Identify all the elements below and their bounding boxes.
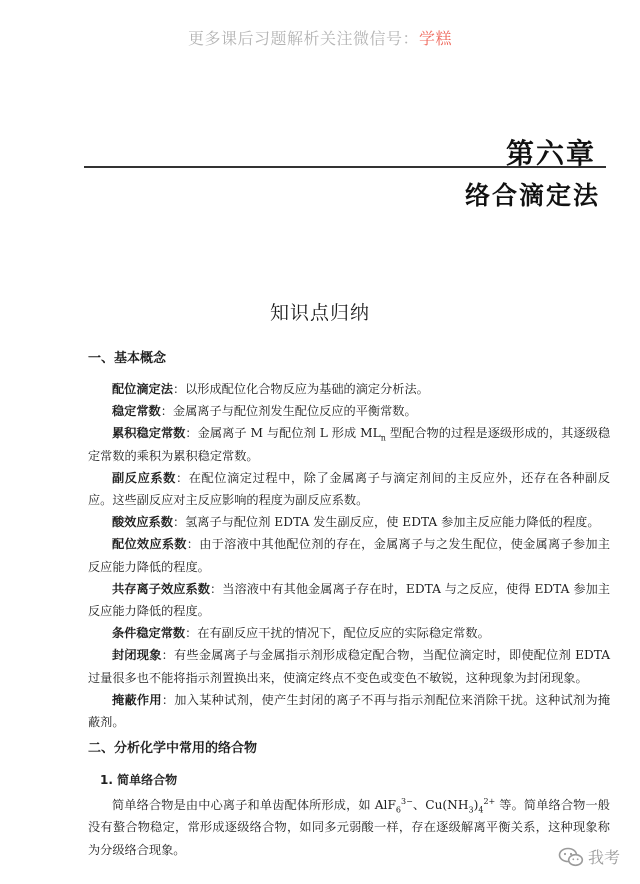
para-text: 简单络合物是由中心离子和单齿配体所形成，如 AlF bbox=[112, 798, 396, 813]
banner-text: 更多课后习题解析关注微信号： bbox=[187, 29, 419, 48]
chapter-title: 络合滴定法 bbox=[464, 181, 600, 210]
definition-paragraph bbox=[88, 622, 610, 644]
chapter-divider bbox=[84, 166, 606, 168]
chapter-number: 第六章 bbox=[505, 137, 596, 170]
definition-term: 酸效应系数 bbox=[112, 515, 173, 530]
watermark-text: 我考 bbox=[587, 848, 620, 867]
definition-paragraph bbox=[88, 422, 610, 466]
part2-heading: 二、分析化学中常用的络合物 bbox=[88, 741, 258, 757]
para-text: 、Cu(NH bbox=[412, 798, 469, 813]
definition-text: ：加入某种试剂，使产生封闭的离子不再与指示剂配位来消除干扰。这种试剂为掩蔽剂。 bbox=[88, 692, 611, 730]
definition-text: ：在有副反应干扰的情况下，配位反应的实际稳定常数。 bbox=[185, 626, 490, 641]
wechat-watermark bbox=[558, 845, 620, 868]
para-text: ) bbox=[473, 798, 479, 813]
definition-text: ：有些金属离子与金属指示剂形成稳定配合物，当配位滴定时，即使配位剂 EDTA 过量很多也不能将指示剂置换出来，使滴定终点不变色或变色不敏锐，这种现象为封闭现象。 bbox=[88, 648, 610, 685]
section-title: 知识点归纳 bbox=[269, 302, 370, 324]
subscript: 6 bbox=[395, 805, 401, 815]
definition-text: ：由于溶液中其他配位剂的存在，金属离子与之发生配位，使金属离子参加主反应能力降低的程度。 bbox=[88, 537, 611, 574]
definition-paragraph bbox=[88, 467, 610, 511]
definition-term: 累积稳定常数 bbox=[112, 426, 186, 441]
definition-text-cont: 型配合物的过程是逐级形成的，其逐级稳定常数的乘积为累积稳定常数。 bbox=[88, 426, 611, 463]
definition-paragraph bbox=[88, 378, 610, 400]
subscript: 3 bbox=[468, 805, 474, 815]
definition-paragraph bbox=[88, 400, 610, 422]
definition-paragraph bbox=[88, 578, 610, 622]
definition-text: ：在配位滴定过程中，除了金属离子与滴定剂间的主反应外，还存在各种副反应。这些副反应对主反应影响的程度为副反应系数。 bbox=[88, 470, 611, 508]
definition-term: 条件稳定常数 bbox=[112, 626, 186, 641]
superscript: 2+ bbox=[483, 797, 496, 807]
wechat-icon bbox=[558, 847, 584, 867]
simple-complex-paragraph bbox=[88, 794, 610, 861]
definition-text: ：以形成配位化合物反应为基础的滴定分析法。 bbox=[172, 382, 429, 396]
definition-text: ：氢离子与配位剂 EDTA 发生副反应，使 EDTA 参加主反应能力降低的程度。 bbox=[172, 515, 600, 530]
definition-term: 配位效应系数 bbox=[112, 537, 187, 552]
part1-heading: 一、基本概念 bbox=[88, 351, 167, 366]
definition-paragraph bbox=[88, 689, 610, 733]
banner-brand: 学糕 bbox=[419, 29, 453, 48]
definition-term: 配位滴定法 bbox=[112, 382, 173, 396]
subscript: n bbox=[380, 433, 386, 443]
definition-term: 掩蔽作用 bbox=[112, 692, 162, 707]
definition-paragraph bbox=[88, 511, 610, 533]
definition-term: 稳定常数 bbox=[112, 404, 161, 419]
definition-text: ：金属离子与配位剂发生配位反应的平衡常数。 bbox=[160, 404, 417, 419]
definition-term: 封闭现象 bbox=[112, 648, 162, 663]
document-body bbox=[88, 347, 610, 861]
definition-paragraph bbox=[88, 644, 610, 688]
definition-text: ：金属离子 M 与配位剂 L 形成 ML bbox=[185, 426, 381, 441]
subscript: 4 bbox=[478, 805, 484, 815]
promo-banner bbox=[0, 26, 640, 49]
definition-text: ：当溶液中有其他金属离子存在时，EDTA 与之反应，使得 EDTA 参加主反应能力降低的程度。 bbox=[88, 581, 611, 619]
definition-paragraph bbox=[88, 533, 610, 577]
part2-subheading: 1. 简单络合物 bbox=[100, 773, 178, 788]
definition-term: 共存离子效应系数 bbox=[112, 581, 210, 596]
definition-term: 副反应系数 bbox=[112, 470, 176, 485]
para-text: 等。简单络合物一般没有螯合物稳定，常形成逐级络合物，如同多元弱酸一样，存在逐级解离平衡关系，这种现象称为分级络合现象。 bbox=[88, 798, 610, 857]
superscript: 3− bbox=[401, 797, 413, 807]
